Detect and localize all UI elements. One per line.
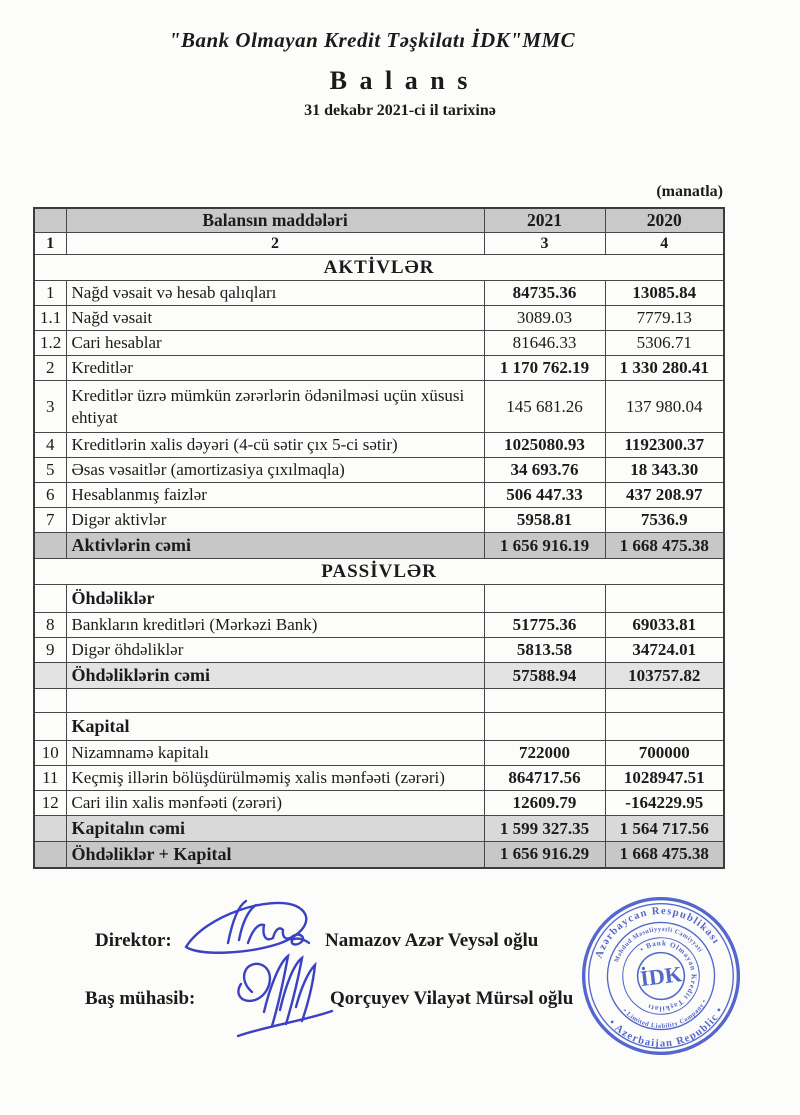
accountant-label: Baş mühasib: [85, 988, 196, 1009]
value-2021-cell: 1 656 916.19 [484, 533, 605, 559]
stamp-text-middle-bottom: • Limited Liability Company • [621, 998, 709, 1030]
row-number-cell [34, 533, 66, 559]
balance-table-body [34, 208, 724, 868]
stamp-text-outer-top: Azərbaycan Respublikası [593, 905, 722, 960]
header-cell-empty [34, 208, 66, 233]
colnum-cell: 4 [605, 233, 724, 255]
table-row [34, 433, 724, 458]
value-2020-cell: 700000 [605, 741, 724, 766]
value-2020-cell: 34724.01 [605, 638, 724, 663]
row-label-cell: Nağd vəsait və hesab qalıqları [66, 281, 484, 306]
value-2020-cell: 1028947.51 [605, 766, 724, 791]
currency-note: (manatla) [656, 183, 723, 200]
row-label-cell: Bankların kreditləri (Mərkəzi Bank) [66, 613, 484, 638]
row-label-cell: Hesablanmış faizlər [66, 483, 484, 508]
value-2021-cell: 722000 [484, 741, 605, 766]
row-number-cell: 1 [34, 281, 66, 306]
table-row [34, 533, 724, 559]
row-label-cell: Aktivlərin cəmi [66, 533, 484, 559]
value-2021-cell [484, 585, 605, 613]
section-header: AKTİVLƏR [34, 255, 724, 281]
value-2020-cell: 137 980.04 [605, 381, 724, 433]
row-label-cell: Kreditlərin xalis dəyəri (4-cü sətir çıx 5-ci sətir) [66, 433, 484, 458]
table-row [34, 613, 724, 638]
row-number-cell: 6 [34, 483, 66, 508]
table-header-row [34, 208, 724, 233]
value-2020-cell: 1 330 280.41 [605, 356, 724, 381]
row-label-cell: Əsas vəsaitlər (amortizasiya çıxılmaqla) [66, 458, 484, 483]
row-label-cell: Öhdəliklər + Kapital [66, 842, 484, 868]
document-date: 31 dekabr 2021-ci il tarixinə [304, 102, 496, 119]
value-2021-cell: 145 681.26 [484, 381, 605, 433]
value-2021-cell: 5813.58 [484, 638, 605, 663]
value-2021-cell: 1025080.93 [484, 433, 605, 458]
value-2020-cell [605, 585, 724, 613]
row-number-cell: 12 [34, 791, 66, 816]
row-label-cell: Öhdəliklərin cəmi [66, 663, 484, 689]
row-number-cell: 1.2 [34, 331, 66, 356]
row-number-cell: 3 [34, 381, 66, 433]
row-number-cell: 8 [34, 613, 66, 638]
table-row [34, 791, 724, 816]
company-title: "Bank Olmayan Kredit Təşkilatı İDK"MMC [168, 28, 576, 52]
table-row [34, 766, 724, 791]
stamp-text-outer-bottom: • Azerbaijan Republic • [606, 1004, 727, 1050]
stamp-center-monogram: İDK [638, 961, 684, 992]
row-label-cell: Cari hesablar [66, 331, 484, 356]
header-cell-2021: 2021 [484, 208, 605, 233]
colnum-cell: 3 [484, 233, 605, 255]
row-number-cell [34, 713, 66, 741]
row-label-cell: Kapitalın cəmi [66, 816, 484, 842]
row-number-cell [34, 816, 66, 842]
row-number-cell: 7 [34, 508, 66, 533]
table-row [34, 306, 724, 331]
value-2020-cell: 1 564 717.56 [605, 816, 724, 842]
row-label-cell [66, 689, 484, 713]
table-row [34, 638, 724, 663]
value-2021-cell: 34 693.76 [484, 458, 605, 483]
value-2021-cell: 84735.36 [484, 281, 605, 306]
row-label-cell: Cari ilin xalis mənfəəti (zərəri) [66, 791, 484, 816]
row-number-cell: 9 [34, 638, 66, 663]
value-2021-cell: 57588.94 [484, 663, 605, 689]
section-header: PASSİVLƏR [34, 559, 724, 585]
director-label: Direktor: [95, 930, 172, 951]
table-row [34, 281, 724, 306]
value-2021-cell [484, 713, 605, 741]
row-number-cell [34, 842, 66, 868]
row-label-cell: Digər öhdəliklər [66, 638, 484, 663]
row-label-cell: Nizamnamə kapitalı [66, 741, 484, 766]
balance-table [33, 207, 725, 869]
row-label-cell: Kreditlər [66, 356, 484, 381]
value-2020-cell [605, 689, 724, 713]
value-2021-cell: 81646.33 [484, 331, 605, 356]
table-row [34, 508, 724, 533]
value-2021-cell: 3089.03 [484, 306, 605, 331]
value-2021-cell: 12609.79 [484, 791, 605, 816]
column-numbers-row [34, 233, 724, 255]
value-2021-cell [484, 689, 605, 713]
table-row [34, 689, 724, 713]
row-number-cell [34, 663, 66, 689]
value-2021-cell: 506 447.33 [484, 483, 605, 508]
value-2021-cell: 1 599 327.35 [484, 816, 605, 842]
accountant-name: Qorçuyev Vilayət Mürsəl oğlu [330, 988, 574, 1009]
row-label-cell: Öhdəliklər [66, 585, 484, 613]
table-row [34, 663, 724, 689]
row-label-cell: Kreditlər üzrə mümkün zərərlərin ödənilməsi uçün xüsusi ehtiyat [66, 381, 484, 433]
value-2020-cell: 5306.71 [605, 331, 724, 356]
row-label-cell: Digər aktivlər [66, 508, 484, 533]
value-2021-cell: 864717.56 [484, 766, 605, 791]
row-number-cell [34, 585, 66, 613]
value-2020-cell [605, 713, 724, 741]
value-2020-cell: 437 208.97 [605, 483, 724, 508]
row-label-cell: Kapital [66, 713, 484, 741]
colnum-cell: 1 [34, 233, 66, 255]
row-label-cell: Nağd vəsait [66, 306, 484, 331]
table-row [34, 356, 724, 381]
value-2020-cell: 7779.13 [605, 306, 724, 331]
accountant-signature [222, 950, 340, 1048]
stamp-text-inner-ring: • Bank Olmayan Kredit Təşkilatı [637, 938, 699, 1014]
director-name: Namazov Azər Veysəl oğlu [325, 930, 539, 951]
row-number-cell: 4 [34, 433, 66, 458]
table-row [34, 585, 724, 613]
table-row [34, 816, 724, 842]
value-2020-cell: -164229.95 [605, 791, 724, 816]
row-number-cell: 2 [34, 356, 66, 381]
row-number-cell: 1.1 [34, 306, 66, 331]
row-number-cell: 11 [34, 766, 66, 791]
table-row [34, 713, 724, 741]
row-label-cell: Keçmiş illərin bölüşdürülməmiş xalis mənfəəti (zərəri) [66, 766, 484, 791]
value-2020-cell: 1 668 475.38 [605, 842, 724, 868]
value-2020-cell: 18 343.30 [605, 458, 724, 483]
colnum-cell: 2 [66, 233, 484, 255]
header-cell-2020: 2020 [605, 208, 724, 233]
table-row [34, 559, 724, 585]
row-number-cell: 10 [34, 741, 66, 766]
company-stamp [566, 881, 755, 1070]
table-row [34, 381, 724, 433]
value-2021-cell: 1 170 762.19 [484, 356, 605, 381]
header-cell-items: Balansın maddələri [66, 208, 484, 233]
value-2021-cell: 51775.36 [484, 613, 605, 638]
table-row [34, 741, 724, 766]
value-2020-cell: 103757.82 [605, 663, 724, 689]
value-2020-cell: 1 668 475.38 [605, 533, 724, 559]
stamp-text-middle-top: Məhdud Məsuliyyətli Cəmiyyəti [613, 925, 704, 964]
row-number-cell [34, 689, 66, 713]
value-2021-cell: 1 656 916.29 [484, 842, 605, 868]
value-2021-cell: 5958.81 [484, 508, 605, 533]
table-row [34, 842, 724, 868]
value-2020-cell: 1192300.37 [605, 433, 724, 458]
value-2020-cell: 69033.81 [605, 613, 724, 638]
table-row [34, 458, 724, 483]
value-2020-cell: 7536.9 [605, 508, 724, 533]
table-row [34, 255, 724, 281]
table-row [34, 483, 724, 508]
document-title: B a l a n s [329, 66, 471, 95]
row-number-cell: 5 [34, 458, 66, 483]
value-2020-cell: 13085.84 [605, 281, 724, 306]
table-row [34, 331, 724, 356]
